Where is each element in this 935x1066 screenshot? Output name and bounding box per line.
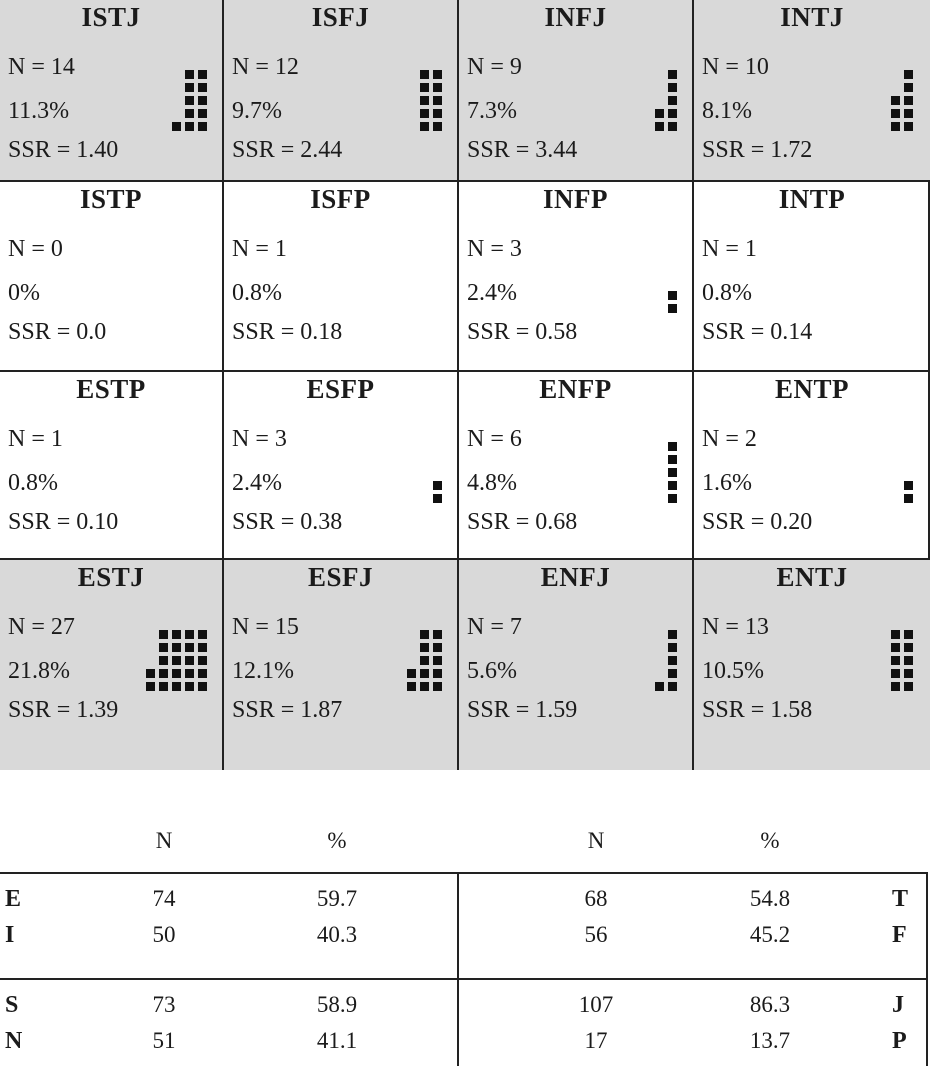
type-percent: 5.6% [467, 658, 517, 684]
tally-square [668, 442, 677, 451]
column-divider [457, 874, 459, 1066]
row-divider [0, 978, 926, 980]
tally-square [185, 109, 194, 118]
tally-square [904, 83, 913, 92]
type-cell-entj [694, 560, 930, 770]
tally-square [185, 630, 194, 639]
tally-square [904, 122, 913, 131]
type-count: N = 27 [8, 614, 75, 640]
tally-square [172, 122, 181, 131]
value-n-pct: 41.1 [316, 1028, 358, 1053]
tally-square [172, 669, 181, 678]
type-percent: 2.4% [232, 470, 282, 496]
tally-square [198, 630, 207, 639]
value-s-n: 73 [152, 992, 176, 1017]
tally-square [198, 682, 207, 691]
type-ssr: SSR = 1.40 [8, 137, 119, 163]
type-ssr: SSR = 0.14 [702, 319, 813, 345]
tally-square [159, 656, 168, 665]
preference-summary [0, 770, 935, 1066]
tally-square [891, 656, 900, 665]
tally-square [433, 643, 442, 652]
tally-square [433, 70, 442, 79]
value-f-n: 56 [584, 922, 608, 947]
header-n-left: N [155, 828, 173, 853]
tally-square [668, 643, 677, 652]
tally-square [185, 656, 194, 665]
type-cell-esfp [224, 372, 459, 560]
type-name: ENFJ [540, 562, 611, 592]
tally-square [172, 656, 181, 665]
label-n: N [5, 1028, 23, 1054]
type-cell-estj [0, 560, 224, 770]
tally-square [172, 643, 181, 652]
tally-square [420, 643, 429, 652]
type-cell-estp [0, 372, 224, 560]
tally-square [668, 656, 677, 665]
tally-square [904, 682, 913, 691]
tally-square [904, 630, 913, 639]
value-n-n: 51 [152, 1028, 176, 1053]
tally-square [172, 682, 181, 691]
tally-square [198, 656, 207, 665]
type-cell-istj [0, 0, 224, 182]
tally-square [891, 682, 900, 691]
type-cell-entp [694, 372, 930, 560]
type-name: INFP [543, 184, 608, 214]
value-i-n: 50 [152, 922, 176, 947]
tally-square [420, 122, 429, 131]
tally-square [185, 83, 194, 92]
value-p-n: 17 [584, 1028, 608, 1053]
tally-square [891, 669, 900, 678]
tally-square [159, 630, 168, 639]
header-pct-left: % [327, 828, 347, 853]
type-count: N = 9 [467, 54, 522, 80]
tally-square [420, 83, 429, 92]
type-name: ESTJ [77, 562, 145, 592]
tally-square [198, 70, 207, 79]
label-t: T [892, 886, 909, 912]
type-name: ESTP [76, 374, 146, 404]
tally-square [433, 96, 442, 105]
value-s-pct: 58.9 [316, 992, 358, 1017]
tally-square [198, 109, 207, 118]
tally-square [891, 109, 900, 118]
value-j-n: 107 [578, 992, 614, 1017]
tally-square [904, 70, 913, 79]
type-name: ENFP [539, 374, 612, 404]
tally-square [891, 96, 900, 105]
type-percent: 0.8% [8, 470, 58, 496]
tally-square [159, 643, 168, 652]
type-name: INFJ [544, 2, 607, 32]
tally-square [668, 630, 677, 639]
type-count: N = 1 [8, 426, 63, 452]
label-i: I [5, 922, 15, 948]
tally-square [146, 682, 155, 691]
type-cell-infj [459, 0, 694, 182]
tally-square [655, 682, 664, 691]
type-name: ISTP [79, 184, 143, 214]
tally-square [420, 109, 429, 118]
tally-square [904, 96, 913, 105]
tally-square [655, 109, 664, 118]
tally-square [668, 291, 677, 300]
type-cell-istp [0, 182, 224, 372]
tally-square [668, 304, 677, 313]
tally-square [668, 669, 677, 678]
tally-square [668, 122, 677, 131]
value-t-pct: 54.8 [749, 886, 791, 911]
value-i-pct: 40.3 [316, 922, 358, 947]
tally-square [433, 494, 442, 503]
tally-square [904, 643, 913, 652]
tally-square [891, 630, 900, 639]
tally-square [433, 669, 442, 678]
type-ssr: SSR = 1.58 [702, 697, 813, 723]
tally-square [433, 682, 442, 691]
tally-square [420, 96, 429, 105]
type-percent: 11.3% [8, 98, 70, 124]
type-ssr: SSR = 0.58 [467, 319, 578, 345]
tally-square [185, 70, 194, 79]
tally-square [433, 83, 442, 92]
tally-square [198, 96, 207, 105]
type-count: N = 1 [232, 236, 287, 262]
type-cell-enfj [459, 560, 694, 770]
tally-square [198, 122, 207, 131]
type-percent: 0.8% [232, 280, 282, 306]
tally-square [185, 682, 194, 691]
tally-square [668, 83, 677, 92]
tally-square [159, 669, 168, 678]
tally-square [655, 122, 664, 131]
tally-square [668, 481, 677, 490]
type-ssr: SSR = 0.38 [232, 509, 343, 535]
type-ssr: SSR = 1.72 [702, 137, 813, 163]
tally-square [185, 669, 194, 678]
type-percent: 8.1% [702, 98, 752, 124]
type-percent: 10.5% [702, 658, 764, 684]
type-count: N = 13 [702, 614, 769, 640]
tally-square [420, 70, 429, 79]
type-ssr: SSR = 0.0 [8, 319, 107, 345]
label-e: E [5, 886, 22, 912]
type-count: N = 3 [232, 426, 287, 452]
type-count: N = 12 [232, 54, 299, 80]
tally-square [904, 656, 913, 665]
type-ssr: SSR = 0.68 [467, 509, 578, 535]
tally-square [433, 109, 442, 118]
tally-square [198, 83, 207, 92]
type-name: ENTP [774, 374, 849, 404]
tally-square [433, 630, 442, 639]
tally-square [420, 669, 429, 678]
label-s: S [5, 992, 19, 1018]
tally-square [668, 455, 677, 464]
tally-square [904, 669, 913, 678]
tally-square [172, 630, 181, 639]
label-f: F [892, 922, 907, 948]
tally-square [420, 656, 429, 665]
type-cell-intj [694, 0, 930, 182]
value-e-n: 74 [152, 886, 176, 911]
summary-table [0, 872, 928, 1066]
type-count: N = 6 [467, 426, 522, 452]
type-name: ESFP [306, 374, 375, 404]
type-percent: 0% [8, 280, 40, 306]
tally-square [891, 643, 900, 652]
type-name: ISFJ [311, 2, 370, 32]
value-t-n: 68 [584, 886, 608, 911]
tally-square [668, 96, 677, 105]
tally-square [904, 481, 913, 490]
type-cell-esfj [224, 560, 459, 770]
value-j-pct: 86.3 [749, 992, 791, 1017]
type-percent: 12.1% [232, 658, 294, 684]
type-percent: 7.3% [467, 98, 517, 124]
tally-square [146, 669, 155, 678]
tally-square [891, 122, 900, 131]
type-count: N = 2 [702, 426, 757, 452]
type-ssr: SSR = 0.18 [232, 319, 343, 345]
type-count: N = 14 [8, 54, 75, 80]
type-count: N = 0 [8, 236, 63, 262]
tally-square [185, 96, 194, 105]
tally-square [668, 468, 677, 477]
tally-square [668, 494, 677, 503]
value-p-pct: 13.7 [749, 1028, 791, 1053]
header-pct-right: % [760, 828, 780, 853]
type-percent: 4.8% [467, 470, 517, 496]
tally-square [407, 669, 416, 678]
type-count: N = 3 [467, 236, 522, 262]
type-ssr: SSR = 3.44 [467, 137, 578, 163]
tally-square [433, 656, 442, 665]
tally-square [668, 109, 677, 118]
type-count: N = 15 [232, 614, 299, 640]
type-name: ESFJ [307, 562, 374, 592]
type-percent: 9.7% [232, 98, 282, 124]
type-count: N = 1 [702, 236, 757, 262]
type-cell-isfj [224, 0, 459, 182]
type-name: INTP [778, 184, 846, 214]
type-name: INTJ [780, 2, 844, 32]
tally-square [198, 669, 207, 678]
type-count: N = 7 [467, 614, 522, 640]
type-cell-intp [694, 182, 930, 372]
tally-square [433, 481, 442, 490]
type-cell-enfp [459, 372, 694, 560]
label-p: P [892, 1028, 907, 1054]
tally-square [668, 682, 677, 691]
type-percent: 2.4% [467, 280, 517, 306]
type-percent: 1.6% [702, 470, 752, 496]
tally-square [904, 109, 913, 118]
type-ssr: SSR = 0.10 [8, 509, 119, 535]
tally-square [407, 682, 416, 691]
tally-square [185, 122, 194, 131]
type-count: N = 10 [702, 54, 769, 80]
type-ssr: SSR = 2.44 [232, 137, 343, 163]
tally-square [185, 643, 194, 652]
tally-square [420, 630, 429, 639]
tally-square [159, 682, 168, 691]
tally-square [420, 682, 429, 691]
type-ssr: SSR = 1.39 [8, 697, 119, 723]
type-cell-isfp [224, 182, 459, 372]
header-n-right: N [587, 828, 605, 853]
label-j: J [892, 992, 904, 1018]
tally-square [904, 494, 913, 503]
value-f-pct: 45.2 [749, 922, 791, 947]
type-name: ISFP [310, 184, 371, 214]
tally-square [668, 70, 677, 79]
type-ssr: SSR = 1.59 [467, 697, 578, 723]
type-ssr: SSR = 1.87 [232, 697, 343, 723]
type-ssr: SSR = 0.20 [702, 509, 813, 535]
tally-square [433, 122, 442, 131]
type-cell-infp [459, 182, 694, 372]
type-name: ENTJ [776, 562, 848, 592]
type-percent: 21.8% [8, 658, 70, 684]
type-percent: 0.8% [702, 280, 752, 306]
tally-square [198, 643, 207, 652]
type-name: ISTJ [81, 2, 141, 32]
value-e-pct: 59.7 [316, 886, 358, 911]
